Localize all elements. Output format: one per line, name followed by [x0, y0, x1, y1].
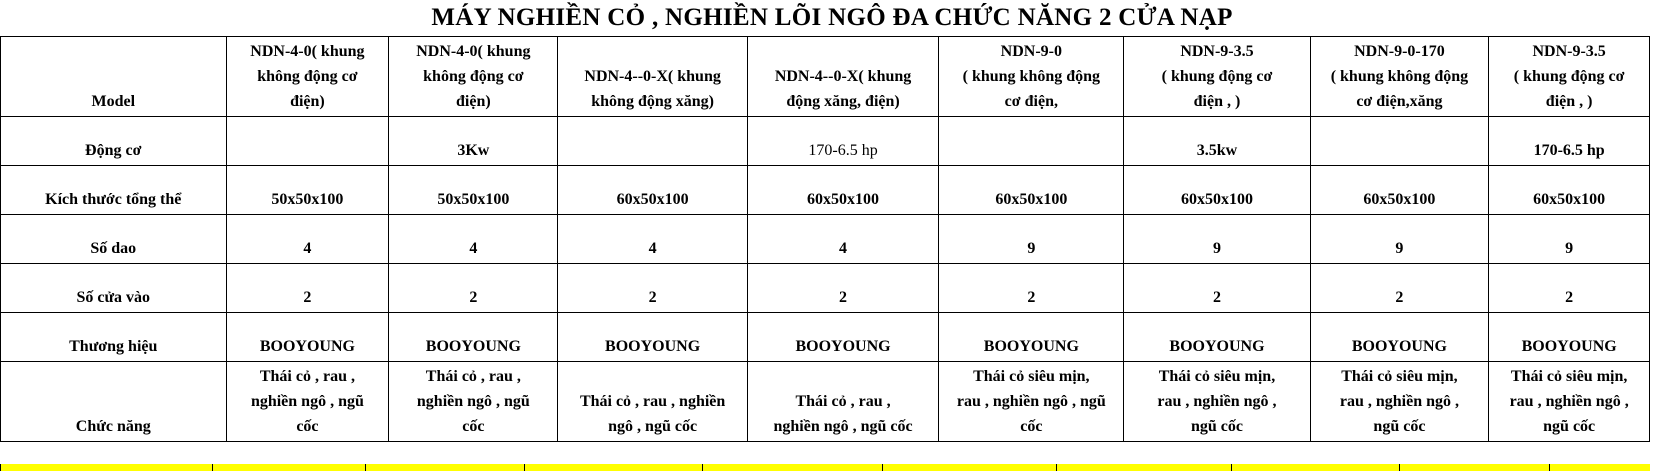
table-cell: 4	[389, 215, 558, 264]
table-cell: 60x50x100	[558, 166, 747, 215]
table-cell	[226, 117, 389, 166]
row-label: Động cơ	[1, 117, 227, 166]
table-cell: 4	[747, 215, 938, 264]
table-cell: 9	[1310, 215, 1489, 264]
table-cell: 170-6.5 hp	[1489, 117, 1650, 166]
table-cell: 9	[1489, 215, 1650, 264]
row-label: Kích thước tổng thể	[1, 166, 227, 215]
table-cell: 2	[939, 264, 1124, 313]
table-cell: NDN-4-0( khung không động cơ điện)	[389, 37, 558, 117]
table-cell: BOOYOUNG	[389, 313, 558, 362]
table-cell: 2	[1489, 264, 1650, 313]
table-cell: 170-6.5 hp	[747, 117, 938, 166]
table-cell: Thái cỏ , rau , nghiền ngô , ngũ cốc	[226, 362, 389, 442]
table-cell: Thái cỏ siêu mịn, rau , nghiền ngô , ngũ cốc	[1489, 362, 1650, 442]
table-cell: NDN-9-3.5 ( khung động cơ điện , )	[1124, 37, 1310, 117]
table-cell: BOOYOUNG	[226, 313, 389, 362]
table-cell: BOOYOUNG	[747, 313, 938, 362]
table-cell: Thái cỏ , rau , nghiền ngô , ngũ cốc	[389, 362, 558, 442]
table-cell: 50x50x100	[226, 166, 389, 215]
table-cell: 60x50x100	[747, 166, 938, 215]
table-cell: 3.5kw	[1124, 117, 1310, 166]
table-cell: NDN-4--0-X( khung không động xăng)	[558, 37, 747, 117]
table-cell: BOOYOUNG	[1124, 313, 1310, 362]
table-cell: 60x50x100	[939, 166, 1124, 215]
table-cell: 2	[1124, 264, 1310, 313]
sheet-title: MÁY NGHIỀN CỎ , NGHIỀN LÕI NGÔ ĐA CHỨC NĂNG 2 CỬA NẠP	[431, 4, 1233, 31]
table-cell: 60x50x100	[1310, 166, 1489, 215]
table-cell: 4	[226, 215, 389, 264]
table-cell: Thái cỏ , rau , nghiền ngô , ngũ cốc	[747, 362, 938, 442]
table-cell: 9	[1124, 215, 1310, 264]
row-label: Số cửa vào	[1, 264, 227, 313]
table-cell: 3Kw	[389, 117, 558, 166]
table-cell: 2	[389, 264, 558, 313]
table-row	[1, 117, 1650, 166]
table-cell: 50x50x100	[389, 166, 558, 215]
row-label: Thương hiệu	[1, 313, 227, 362]
row-label: Số dao	[1, 215, 227, 264]
spec-table	[0, 36, 1650, 442]
table-cell: BOOYOUNG	[1310, 313, 1489, 362]
spec-table-body	[1, 37, 1650, 442]
table-cell: NDN-9-0-170 ( khung không động cơ điện,xăng	[1310, 37, 1489, 117]
table-cell	[558, 117, 747, 166]
table-cell: 60x50x100	[1124, 166, 1310, 215]
table-cell: Thái cỏ , rau , nghiền ngô , ngũ cốc	[558, 362, 747, 442]
table-cell: BOOYOUNG	[939, 313, 1124, 362]
row-label: Chức năng	[1, 362, 227, 442]
table-cell: NDN-4-0( khung không động cơ điện)	[226, 37, 389, 117]
table-cell: 60x50x100	[1489, 166, 1650, 215]
table-cell	[1310, 117, 1489, 166]
table-row	[1, 362, 1650, 442]
table-cell: BOOYOUNG	[558, 313, 747, 362]
table-row	[1, 264, 1650, 313]
table-cell: Thái cỏ siêu mịn, rau , nghiền ngô , ngũ cốc	[939, 362, 1124, 442]
highlight-row-strip	[0, 464, 1650, 471]
table-row	[1, 166, 1650, 215]
table-cell: 4	[558, 215, 747, 264]
table-cell: NDN-4--0-X( khung động xăng, điện)	[747, 37, 938, 117]
row-label: Model	[1, 37, 227, 117]
table-cell: Thái cỏ siêu mịn, rau , nghiền ngô , ngũ cốc	[1310, 362, 1489, 442]
table-cell: 2	[558, 264, 747, 313]
table-cell: BOOYOUNG	[1489, 313, 1650, 362]
table-cell: 2	[226, 264, 389, 313]
table-cell	[939, 117, 1124, 166]
table-row	[1, 37, 1650, 117]
table-cell: NDN-9-0 ( khung không động cơ điện,	[939, 37, 1124, 117]
table-cell: Thái cỏ siêu mịn, rau , nghiền ngô , ngũ cốc	[1124, 362, 1310, 442]
table-cell: 2	[747, 264, 938, 313]
table-cell: 2	[1310, 264, 1489, 313]
table-cell: 9	[939, 215, 1124, 264]
table-row	[1, 313, 1650, 362]
table-row	[1, 215, 1650, 264]
table-cell: NDN-9-3.5 ( khung động cơ điện , )	[1489, 37, 1650, 117]
